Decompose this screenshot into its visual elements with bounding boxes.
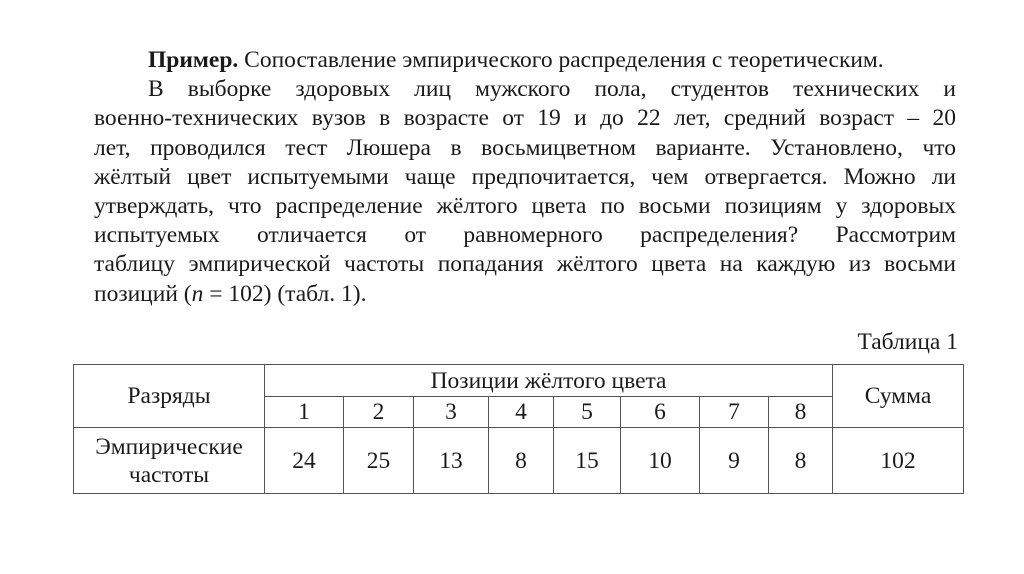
position-cell: 8 (769, 397, 833, 428)
frequency-value-cell: 24 (265, 428, 344, 494)
frequency-value-cell: 13 (414, 428, 489, 494)
paragraph-line-9 (94, 280, 956, 309)
frequency-value-cell: 10 (621, 428, 700, 494)
paragraph-line-7: испытуемых отличается от равномерного распределения? Рассмотрим (94, 222, 956, 249)
position-cell: 7 (700, 397, 769, 428)
frequency-value-cell: 9 (700, 428, 769, 494)
frequency-value-cell: 8 (489, 428, 554, 494)
paragraph-line-2: В выборке здоровых лиц мужского пола, студентов технических и (148, 76, 956, 103)
position-cell: 2 (344, 397, 414, 428)
position-cell: 4 (489, 397, 554, 428)
example-paragraph (94, 46, 956, 309)
position-cell: 5 (554, 397, 621, 428)
position-cell: 3 (414, 397, 489, 428)
table-caption: Таблица 1 (857, 329, 958, 355)
paragraph-line-8: таблицу эмпирической частоты попадания жёлтого цвета на каждую из восьми (94, 251, 956, 278)
paragraph-line-1 (94, 46, 956, 75)
sample-size-symbol: n (191, 280, 204, 307)
paragraph-line-5: жёлтый цвет испытуемыми чаще предпочитается, чем отвергается. Можно ли (94, 163, 956, 190)
paragraph-line-3: военно-технических вузов в возрасте от 19 и до 22 лет, средний возраст – 20 (94, 105, 956, 132)
sum-value-cell: 102 (833, 428, 964, 494)
example-heading-text: Сопоставление эмпирического распределения с теоретическим. (238, 47, 884, 73)
line9-start: позиций ( (94, 280, 192, 307)
paragraph-line-4: лет, проводился тест Люшера в восьмицветном варианте. Установлено, что (94, 134, 956, 161)
row-label-line-2: частоты (128, 461, 210, 488)
empirical-frequency-row (74, 428, 964, 494)
frequency-value-cell: 15 (554, 428, 621, 494)
paragraph-line-6: утверждать, что распределение жёлтого цвета по восьми позициям у здоровых (94, 192, 956, 219)
row-label-line-1: Эмпирические (95, 433, 243, 460)
row-label-cell (74, 428, 265, 494)
position-cell: 6 (621, 397, 700, 428)
frequency-value-cell: 25 (344, 428, 414, 494)
table-header-row (74, 365, 964, 397)
frequency-value-cell: 8 (769, 428, 833, 494)
header-rank-cell: Разряды (74, 365, 265, 428)
example-label: Пример. (148, 47, 239, 73)
frequency-table (73, 364, 964, 494)
line9-end: = 102) (табл. 1). (203, 280, 367, 307)
header-sum-cell: Сумма (833, 365, 964, 428)
header-positions-cell: Позиции жёлтого цвета (265, 365, 833, 397)
position-cell: 1 (265, 397, 344, 428)
